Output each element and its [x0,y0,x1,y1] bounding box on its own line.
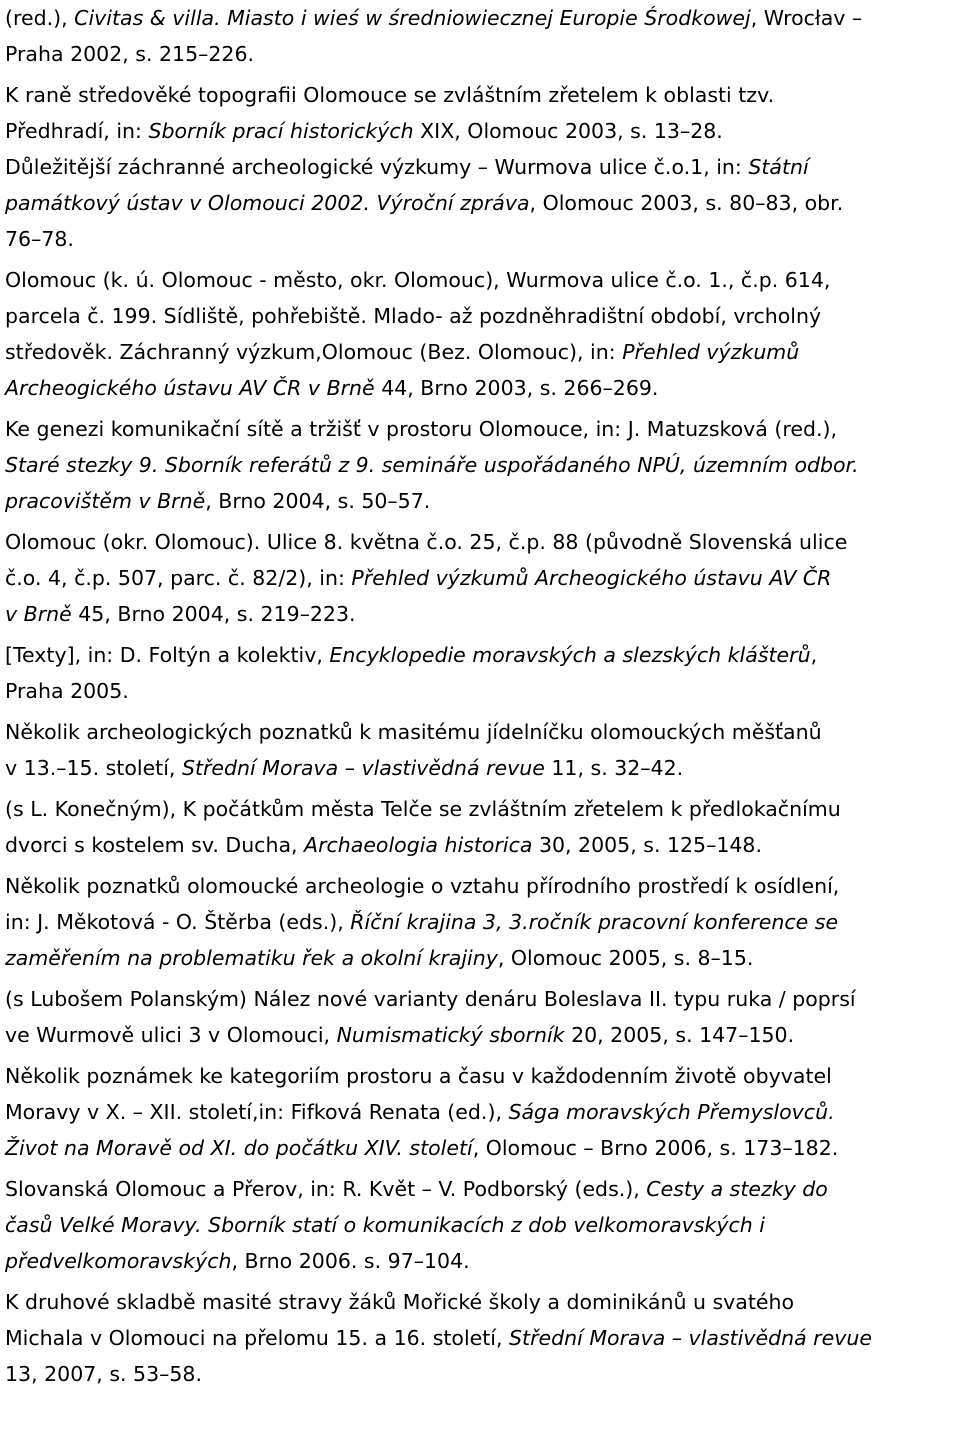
entry-text: Několik archeologických poznatků k masitému jídelníčku olomouckých měšťanů [5,720,822,744]
bibliography-entry [5,1171,955,1279]
italic-title-text: Cesty a stezky do [646,1177,828,1201]
entry-text: Důležitější záchranné archeologické výzkumy – Wurmova ulice č.o.1, in: [5,155,749,179]
entry-text: K raně středověké topografii Olomouce se zvláštním zřetelem k oblasti tzv. [5,83,775,107]
entry-text: Několik poznatků olomoucké archeologie o vztahu přírodního prostředí k osídlení, [5,874,840,898]
bibliography-page [5,0,955,1397]
italic-title-text: Archeogického ústavu AV ČR v Brně [5,376,375,400]
entry-text: (s Lubošem Polanským) Nález nové varianty denáru Boleslava II. typu ruka / poprsí [5,987,856,1011]
entry-text: 13, 2007, s. 53–58. [5,1362,202,1386]
bibliography-entry [5,868,955,976]
entry-text: [Texty], in: D. Foltýn a kolektiv, [5,643,330,667]
entry-text: Praha 2005. [5,679,129,703]
entry-text: in: J. Měkotová - O. Štěrba (eds.), [5,910,351,934]
entry-text: Olomouc (k. ú. Olomouc - město, okr. Olomouc), Wurmova ulice č.o. 1., č.p. 614, [5,268,831,292]
entry-text: Několik poznámek ke kategoriím prostoru a času v každodenním životě obyvatel [5,1064,832,1088]
entry-text: (red.), [5,6,75,30]
bibliography-entry [5,77,955,257]
italic-title-text: Encyklopedie moravských a slezských klášterů [329,643,811,667]
italic-title-text: Státní [748,155,809,179]
italic-title-text: památkový ústav v Olomouci 2002. Výroční zpráva [5,191,530,215]
bibliography-entry [5,0,955,72]
entry-text: 45, Brno 2004, s. 219–223. [71,602,356,626]
entry-line [5,904,955,940]
entry-text: 76–78. [5,227,74,251]
entry-line [5,411,955,447]
italic-title-text: v Brně [5,602,72,626]
entry-line [5,637,955,673]
italic-title-text: Střední Morava – vlastivědná revue [509,1326,872,1350]
entry-line [5,1017,955,1053]
entry-line [5,298,955,334]
entry-line [5,149,955,185]
entry-line [5,940,955,976]
entry-line [5,868,955,904]
italic-title-text: Sborník prací historických [148,119,414,143]
italic-title-text: Staré stezky 9. Sborník referátů z 9. semináře uspořádaného NPÚ, územním odbor. [5,453,859,477]
bibliography-entry [5,1058,955,1166]
entry-text: , Olomouc – Brno 2006, s. 173–182. [472,1136,839,1160]
bibliography-entry [5,981,955,1053]
bibliography-entry [5,262,955,406]
bibliography-entry [5,1284,955,1392]
entry-text: (s L. Konečným), K počátkům města Telče se zvláštním zřetelem k předlokačnímu [5,797,841,821]
entry-line [5,596,955,632]
entry-line [5,1243,955,1279]
italic-title-text: Říční krajina 3, 3.ročník pracovní konference se [350,910,839,934]
italic-title-text: Přehled výzkumů [622,340,800,364]
entry-text: Předhradí, in: [5,119,149,143]
entry-line [5,370,955,406]
entry-line [5,673,955,709]
entry-text: , [810,643,818,667]
entry-text: Michala v Olomouci na přelomu 15. a 16. století, [5,1326,510,1350]
bibliography-entry [5,637,955,709]
bibliography-entry [5,524,955,632]
entry-text: č.o. 4, č.p. 507, parc. č. 82/2), in: [5,566,352,590]
entry-text: 44, Brno 2003, s. 266–269. [374,376,659,400]
entry-line [5,262,955,298]
entry-line [5,77,955,113]
bibliography-entry [5,791,955,863]
italic-title-text: Život na Moravě od XI. do počátku XIV. století [5,1136,473,1160]
entry-line [5,750,955,786]
entry-line [5,36,955,72]
italic-title-text: předvelkomoravských [5,1249,232,1273]
bibliography-entry [5,411,955,519]
entry-text: Olomouc (okr. Olomouc). Ulice 8. května č.o. 25, č.p. 88 (původně Slovenská ulice [5,530,848,554]
entry-line [5,334,955,370]
entry-line [5,1058,955,1094]
entry-text: , Olomouc 2003, s. 80–83, obr. [529,191,844,215]
entry-text: , Brno 2006. s. 97–104. [231,1249,470,1273]
italic-title-text: Přehled výzkumů Archeogického ústavu AV ČR [351,566,832,590]
entry-line [5,185,955,221]
entry-text: Praha 2002, s. 215–226. [5,42,255,66]
entry-line [5,1320,955,1356]
entry-text: Ke genezi komunikační sítě a tržišť v prostoru Olomouce, in: J. Matuzsková (red.), [5,417,838,441]
entry-line [5,483,955,519]
entry-line [5,827,955,863]
entry-text: středověk. Záchranný výzkum,Olomouc (Bez. Olomouc), in: [5,340,623,364]
entry-text: , Wrocłav – [750,6,869,30]
entry-line [5,113,955,149]
entry-text: K druhové skladbě masité stravy žáků Mořické školy a dominikánů u svatého [5,1290,795,1314]
italic-title-text: Střední Morava – vlastivědná revue [181,756,545,780]
entry-line [5,0,955,36]
entry-line [5,1284,955,1320]
italic-title-text: Archaeologia historica [304,833,533,857]
entry-text: XIX, Olomouc 2003, s. 13–28. [413,119,723,143]
entry-text: parcela č. 199. Sídliště, pohřebiště. Mlado- až pozdněhradištní období, vrcholný [5,304,822,328]
entry-text: , Olomouc 2005, s. 8–15. [497,946,754,970]
entry-line [5,221,955,257]
italic-title-text: Numismatický sborník [336,1023,565,1047]
entry-line [5,1094,955,1130]
entry-line [5,524,955,560]
bibliography-entry [5,714,955,786]
entry-line [5,791,955,827]
entry-text: , Brno 2004, s. 50–57. [205,489,431,513]
italic-title-text: zaměřením na problematiku řek a okolní krajiny [5,946,498,970]
entry-line [5,1171,955,1207]
italic-title-text: časů Velké Moravy. Sborník statí o komunikacích z dob velkomoravských i [5,1213,765,1237]
italic-title-text: pracovištěm v Brně [5,489,206,513]
entry-text: ve Wurmově ulici 3 v Olomouci, [5,1023,337,1047]
entry-text: Moravy v X. – XII. století,in: Fifková Renata (ed.), [5,1100,509,1124]
entry-text: Slovanská Olomouc a Přerov, in: R. Květ – V. Podborský (eds.), [5,1177,647,1201]
italic-title-text: Sága moravských Přemyslovců. [508,1100,835,1124]
entry-text: 11, s. 32–42. [544,756,684,780]
entry-text: dvorci s kostelem sv. Ducha, [5,833,305,857]
entry-text: v 13.–15. století, [5,756,182,780]
italic-title-text: Civitas & villa. Miasto i wieś w średniowiecznej Europie Środkowej [74,6,751,30]
entry-text: 20, 2005, s. 147–150. [564,1023,795,1047]
entry-text: 30, 2005, s. 125–148. [532,833,762,857]
entry-line [5,447,955,483]
entry-line [5,981,955,1017]
entry-line [5,1130,955,1166]
entry-line [5,714,955,750]
entry-line [5,560,955,596]
entry-line [5,1207,955,1243]
entry-line [5,1356,955,1392]
